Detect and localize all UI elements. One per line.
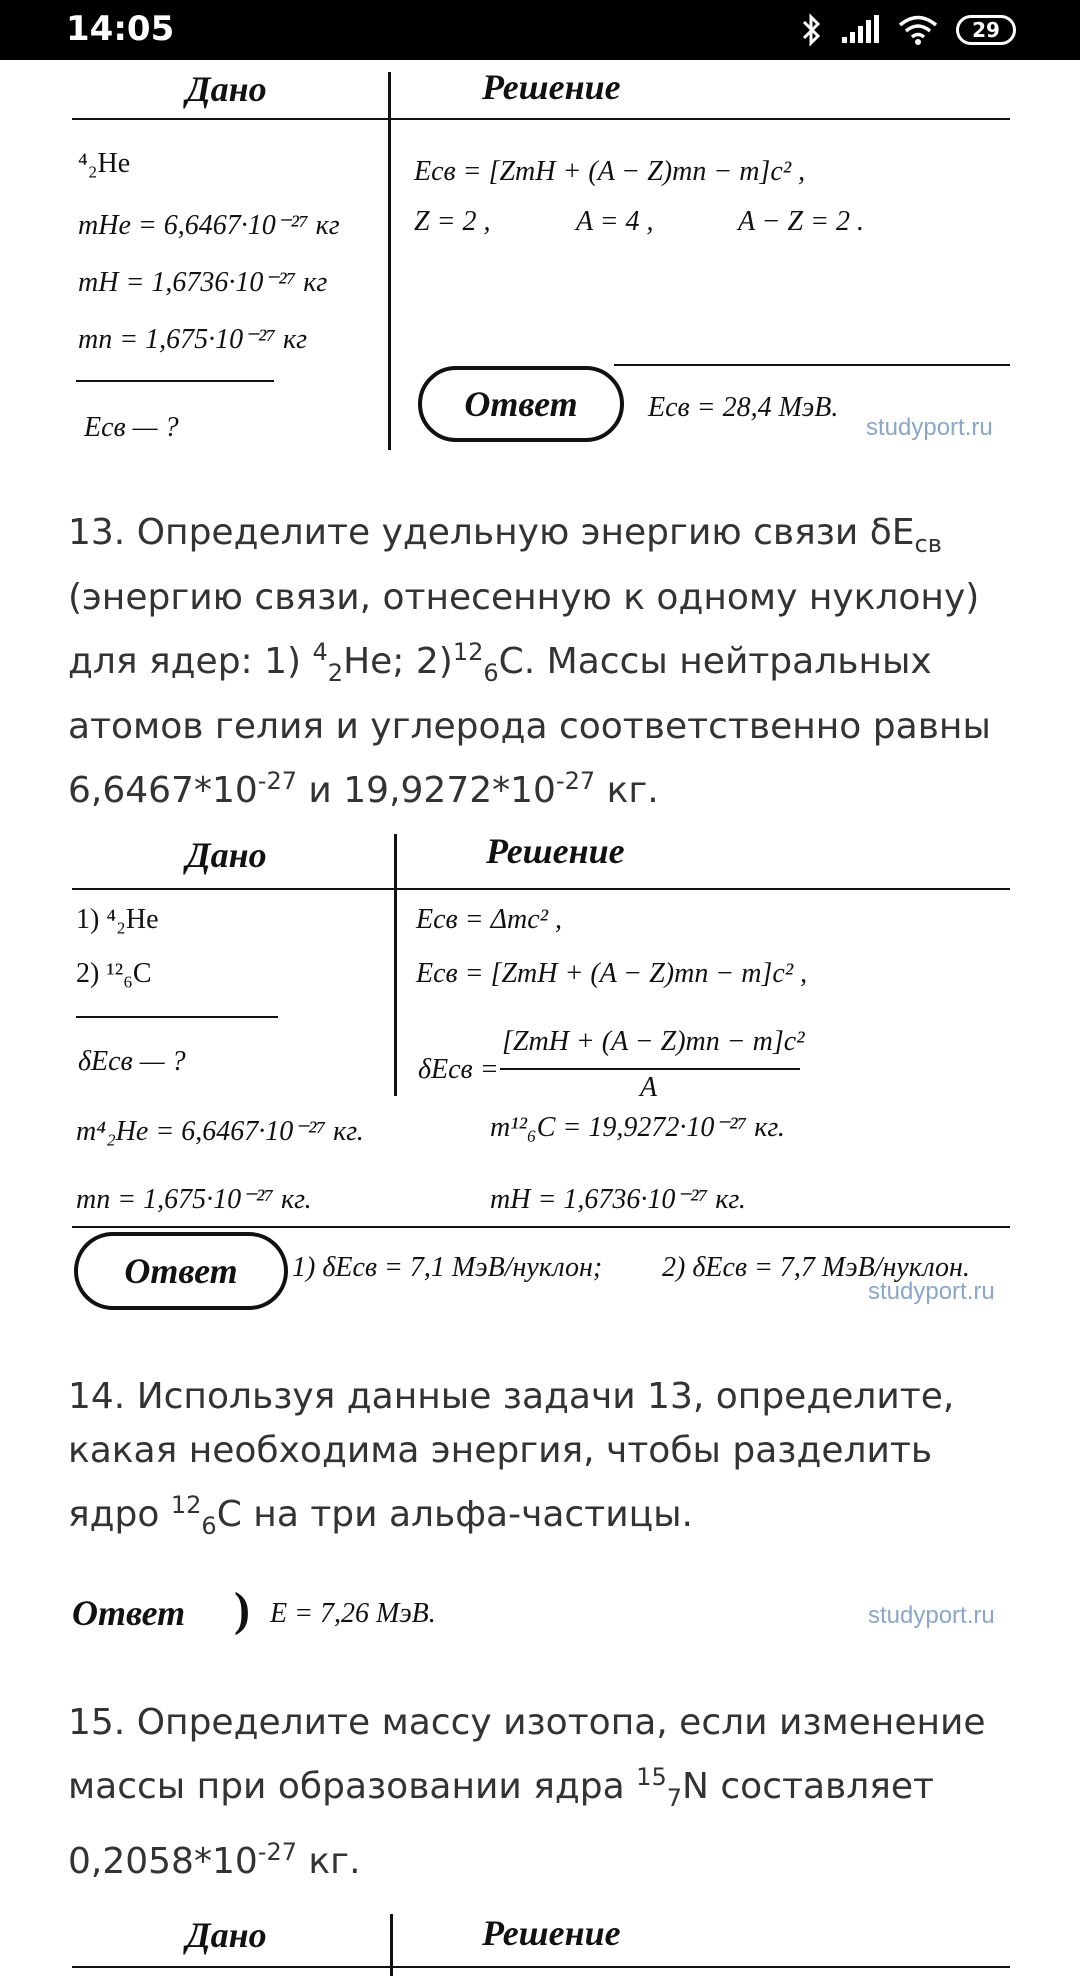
specific-energy-label: δEсв = bbox=[418, 1054, 499, 1085]
answer-bracket: ) bbox=[234, 1583, 250, 1636]
task-14-text: 14. Используя данные задачи 13, определите, какая необходима энергия, чтобы разделить ядро $^{12}_6$C на три альфа-частицы. bbox=[68, 1376, 955, 1541]
wifi-icon bbox=[898, 14, 938, 46]
binding-energy-formula: Eсв = [ZmH + (A − Z)mn − m]c² , bbox=[414, 156, 806, 187]
watermark: studyport.ru bbox=[868, 1278, 995, 1305]
bluetooth-icon bbox=[802, 13, 822, 47]
solution-header: Решение bbox=[486, 831, 625, 871]
given-header: Дано bbox=[186, 1915, 267, 1955]
watermark: studyport.ru bbox=[866, 414, 993, 441]
solution-scan-3 bbox=[0, 1580, 1080, 1660]
answer-value: E = 7,26 МэВ. bbox=[270, 1598, 436, 1629]
header-underline bbox=[72, 1966, 1010, 1968]
a-minus-z-value: A − Z = 2 . bbox=[738, 206, 864, 237]
battery-icon bbox=[956, 15, 1016, 45]
fraction-numerator: [ZmH + (A − Z)mn − m]c² bbox=[502, 1026, 805, 1057]
battery-level: 29 bbox=[972, 18, 1000, 42]
signal-icon bbox=[840, 15, 880, 45]
mass-neutron: mn = 1,675·10⁻²⁷ кг. bbox=[76, 1184, 312, 1215]
given-nucleus: ⁴₂He bbox=[78, 148, 131, 179]
given-mass-h: mH = 1,6736·10⁻²⁷ кг bbox=[78, 267, 328, 298]
unknown: Eсв — ? bbox=[84, 412, 179, 443]
mass-hydrogen: mH = 1,6736·10⁻²⁷ кг. bbox=[490, 1184, 746, 1215]
given-separator bbox=[76, 1016, 278, 1018]
z-value: Z = 2 , bbox=[414, 206, 491, 237]
a-value: A = 4 , bbox=[576, 206, 654, 237]
given-separator bbox=[76, 380, 274, 382]
given-mass-he: mHe = 6,6467·10⁻²⁷ кг bbox=[78, 210, 340, 241]
status-icons bbox=[802, 12, 1016, 48]
watermark: studyport.ru bbox=[868, 1602, 995, 1629]
header-underline bbox=[72, 888, 1010, 890]
task-13-text: 13. Определите удельную энергию связи $\delta E_{св}$ (энергию связи, отнесенную к одному нуклону) для ядер: 1) $^4_2$He; 2)$^{12}_6$C. Массы нейтральных атомов гелия и углерода соответственно равны $6,6467*10^{-27}$ и $19,9272*10^{-27}$ кг. bbox=[68, 512, 991, 812]
given-mass-n: mn = 1,675·10⁻²⁷ кг bbox=[78, 324, 308, 355]
mass-carbon: m¹²₆C = 19,9272·10⁻²⁷ кг. bbox=[490, 1112, 785, 1143]
given-helium: 1) ⁴₂He bbox=[76, 904, 159, 935]
answer-badge: Ответ bbox=[74, 1232, 288, 1310]
header-underline bbox=[72, 118, 1010, 120]
solution-scan-1 bbox=[0, 60, 1080, 460]
column-divider bbox=[394, 834, 397, 1096]
answer-label: Ответ bbox=[72, 1593, 186, 1633]
given-carbon: 2) ¹²₆C bbox=[76, 958, 152, 989]
solution-scan-4 bbox=[0, 1900, 1080, 1976]
solution-header: Решение bbox=[482, 67, 621, 107]
task-15-text: 15. Определите массу изотопа, если изменение массы при образовании ядра $^{15}_7$N составляет $0,2058*10^{-27}$ кг. bbox=[68, 1702, 986, 1883]
column-divider bbox=[388, 72, 391, 450]
solution-header: Решение bbox=[482, 1913, 621, 1953]
clock: 14:05 bbox=[66, 9, 175, 49]
answer-rule bbox=[72, 1226, 1010, 1228]
unknown: δEсв — ? bbox=[78, 1046, 186, 1077]
given-header: Дано bbox=[186, 835, 267, 875]
status-bar bbox=[0, 0, 1080, 60]
answer-value: Eсв = 28,4 МэВ. bbox=[648, 392, 839, 423]
formula-2: Eсв = [ZmH + (A − Z)mn − m]c² , bbox=[416, 958, 808, 989]
given-header: Дано bbox=[186, 69, 267, 109]
formula-1: Eсв = Δmc² , bbox=[416, 904, 563, 935]
fraction-bar bbox=[500, 1068, 800, 1070]
solution-scan-2 bbox=[0, 820, 1080, 1330]
answer-carbon: 2) δEсв = 7,7 МэВ/нуклон. bbox=[662, 1252, 970, 1283]
mass-helium: m⁴₂He = 6,6467·10⁻²⁷ кг. bbox=[76, 1116, 364, 1147]
answer-badge: Ответ bbox=[418, 366, 624, 442]
answer-rule bbox=[614, 364, 1010, 366]
answer-helium: 1) δEсв = 7,1 МэВ/нуклон; bbox=[292, 1252, 603, 1283]
fraction-denominator: A bbox=[640, 1072, 658, 1103]
